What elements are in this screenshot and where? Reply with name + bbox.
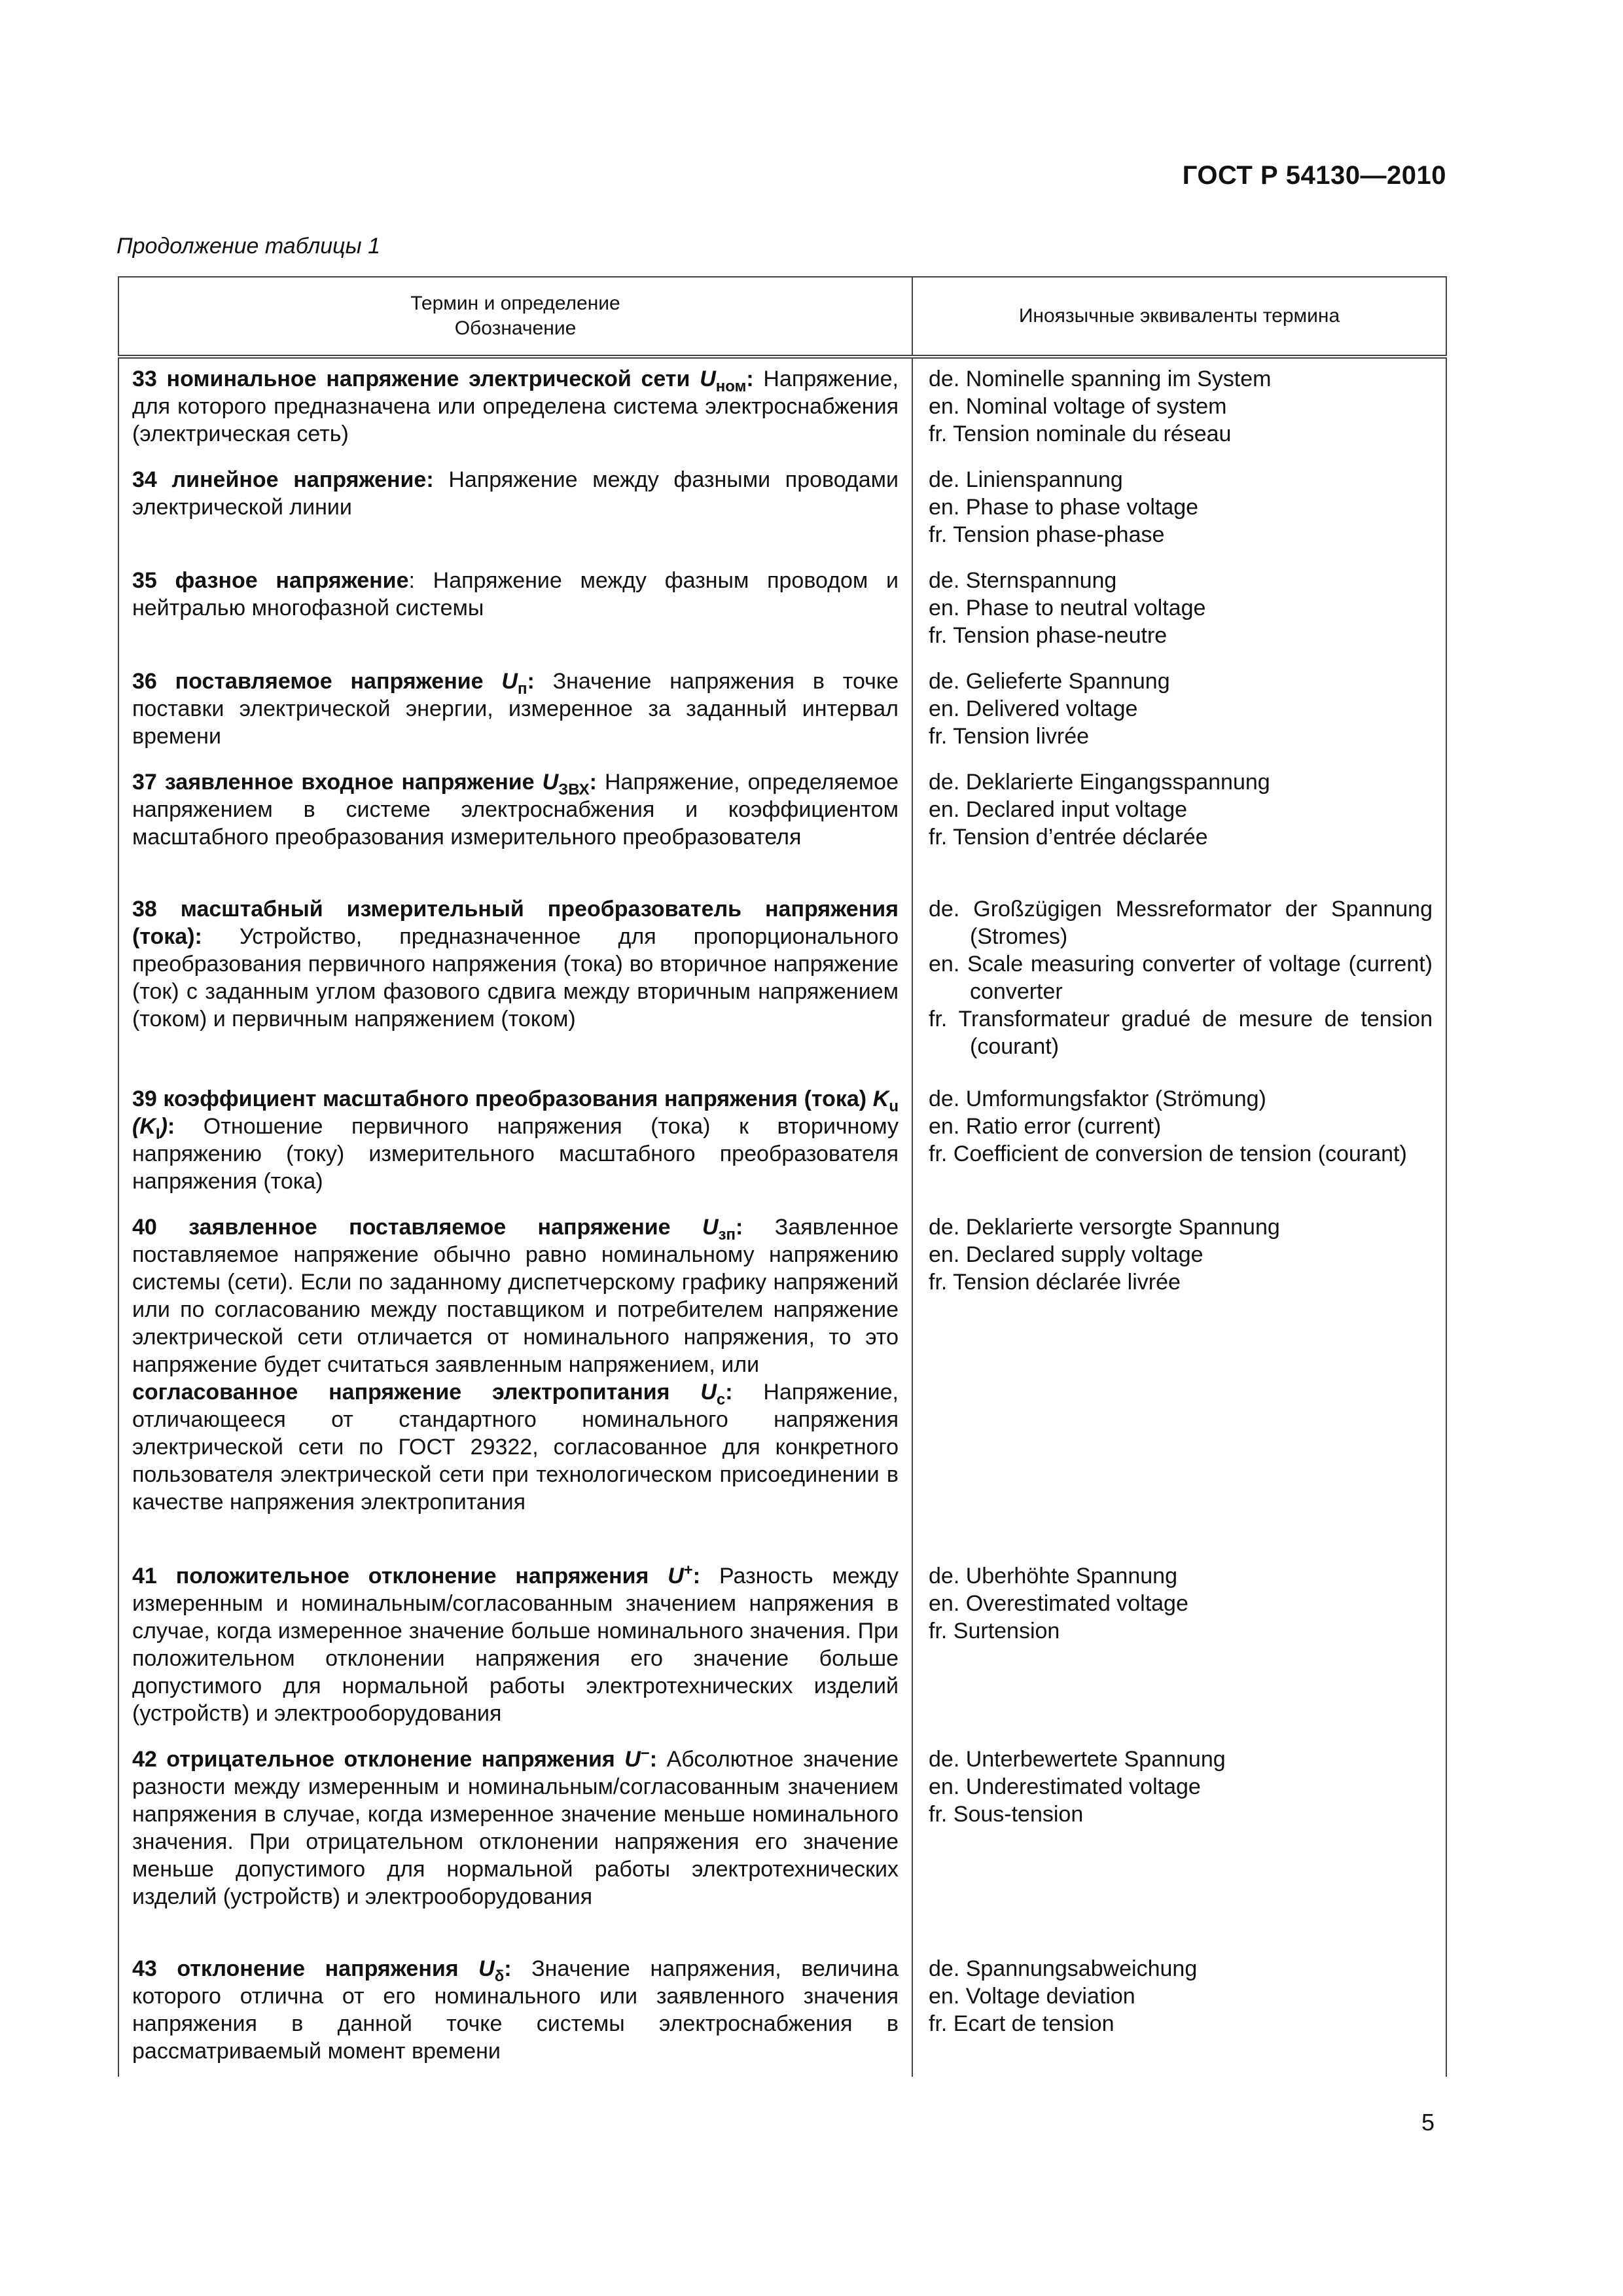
term-definition: Напряжение, определяемое напряжением в системе электроснабжения и коэффициентом масштабного преобразования измерительного преобразователя: [132, 770, 899, 850]
table-row: [118, 1948, 1446, 2077]
term-definition-cell: 43 отклонение напряжения $U_\delta$: Значение напряжения, величина которого отлична от его номинального или заявленного значения напряжения в данной точке системы электроснабжения в рассматриваемый момент времени: [118, 1948, 912, 2077]
term-definition: Напряжение между фазными проводами электрической линии: [132, 467, 899, 520]
term-symbol: $U_\delta$: [478, 1956, 505, 1985]
equivalent-en: en. Delivered voltage: [929, 696, 1138, 721]
term-symbol: $U_{зп}$: [702, 1215, 736, 1244]
equivalent-de: de. Umformungsfaktor (Strömung): [929, 1086, 1266, 1111]
equivalent-en: en. Underestimated voltage: [929, 1774, 1201, 1799]
equivalent-de: de. Spannungsabweichung: [929, 1956, 1198, 1981]
term-name: 39 коэффициент масштабного преобразования напряжения (тока): [132, 1086, 867, 1111]
term-definition: : Напряжение между фазным проводом и нейтралью многофазной системы: [132, 568, 899, 620]
equivalent-en: en. Overestimated voltage: [929, 1591, 1188, 1616]
term-symbol: U+: [668, 1561, 693, 1588]
equivalents-cell: [912, 762, 1446, 889]
equivalents-cell: [912, 1079, 1446, 1207]
table-row: [118, 889, 1446, 1079]
equivalent-de: de. Sternspannung: [929, 568, 1117, 593]
equivalent-fr: fr. Tension livrée: [929, 724, 1090, 749]
term-definition-alternative: Напряжение, отличающееся от стандартного номинального напряжения электрической сети по ГОСТ 29322, согласованное для конкретного пользователя электрической сети при технологическом присоединении в качестве напряжения электропитания: [132, 1380, 899, 1515]
term-symbol-alternative: $U_с$: [700, 1380, 726, 1408]
term-symbol: $U_п$: [501, 669, 527, 698]
table-row: [118, 1556, 1446, 1739]
term-name: 36 поставляемое напряжение: [132, 669, 484, 694]
equivalents-cell: [912, 661, 1446, 762]
equivalent-de: de. Deklarierte Eingangsspannung: [929, 770, 1270, 795]
equivalent-en: en. Ratio error (current): [929, 1114, 1162, 1139]
equivalent-fr: fr. Tension phase-phase: [929, 522, 1165, 547]
equivalent-fr: fr. Tension phase-neutre: [929, 623, 1168, 648]
term-definition: Разность между измеренным и номинальным/согласованным значением напряжения в случае, когда измеренное значение больше номинального значения. При положительном отклонении напряжения его значение больше допустимого для нормальной работы электротехнических изделий (устройств) и электрооборудования: [132, 1564, 899, 1726]
equivalent-en: en. Declared input voltage: [929, 797, 1188, 822]
header-term-label: Термин и определение: [410, 293, 620, 314]
equivalent-fr: fr. Coefficient de conversion de tension (courant): [929, 1141, 1407, 1166]
term-definition-cell: 36 поставляемое напряжение $U_п$: Значение напряжения в точке поставки электрической энергии, измеренное за заданный интервал времени: [118, 661, 912, 762]
equivalent-de: de. Uberhöhte Spannung: [929, 1564, 1177, 1588]
term-name: 37 заявленное входное напряжение: [132, 770, 535, 795]
equivalent-fr: fr. Ecart de tension: [929, 2011, 1115, 2036]
equivalent-de: de. Gelieferte Spannung: [929, 669, 1170, 694]
header-foreign-equivalents: Иноязычные эквиваленты термина: [912, 277, 1446, 357]
equivalent-fr: fr. Transformateur gradué de mesure de tension (courant): [929, 1007, 1433, 1059]
term-name: 43 отклонение напряжения: [132, 1956, 459, 1981]
equivalent-en: en. Scale measuring converter of voltage (current) converter: [929, 952, 1433, 1004]
table-row: [118, 357, 1446, 459]
equivalents-cell: [912, 1556, 1446, 1739]
term-definition-cell: 39 коэффициент масштабного преобразования напряжения (тока) $K_u$ $(K_I)$: Отношение первичного напряжения (тока) к вторичному напряжению (току) измерительного масштабного преобразователя напряжения (тока): [118, 1079, 912, 1207]
table-row: [118, 560, 1446, 661]
term-definition-cell: 37 заявленное входное напряжение $U_{ЗВХ}$: Напряжение, определяемое напряжением в системе электроснабжения и коэффициентом масштабного преобразования измерительного преобразователя: [118, 762, 912, 889]
equivalent-en: en. Nominal voltage of system: [929, 394, 1227, 419]
equivalents-cell: [912, 357, 1446, 459]
equivalent-de: de. Linienspannung: [929, 467, 1123, 492]
equivalents-cell: [912, 1207, 1446, 1556]
page-number: 5: [1421, 2109, 1435, 2136]
term-symbol: $U_{ном}$: [700, 367, 747, 395]
term-definition: Устройство, предназначенное для пропорционального преобразования первичного напряжения (тока) во вторичное напряжение (ток) с заданным углом фазового сдвига между вторичным напряжением (током) и первичным напряжением (током): [132, 924, 899, 1031]
equivalent-fr: fr. Sous-tension: [929, 1802, 1084, 1827]
term-definition: Отношение первичного напряжения (тока) к вторичному напряжению (току) измерительного масштабного преобразователя напряжения (тока): [132, 1114, 899, 1194]
equivalent-fr: fr. Tension d’entrée déclarée: [929, 825, 1208, 850]
term-definition: Абсолютное значение разности между измеренным и номинальным/согласованным значением напряжения в случае, когда измеренное значение меньше номинального значения. При отрицательном отклонении напряжения его значение меньше допустимого для нормальной работы электротехнических изделий (устройств) и электрооборудования: [132, 1747, 899, 1909]
terms-table: [118, 276, 1447, 2077]
table-row: [118, 1207, 1446, 1556]
equivalents-cell: [912, 889, 1446, 1079]
term-definition-cell: [118, 459, 912, 560]
equivalents-cell: [912, 1739, 1446, 1948]
term-symbol: U−: [624, 1744, 650, 1772]
term-name: 34 линейное напряжение:: [132, 467, 434, 492]
term-definition-cell: 41 положительное отклонение напряжения U+: Разность между измеренным и номинальным/согласованным значением напряжения в случае, когда измеренное значение больше номинального значения. При положительном отклонении напряжения его значение больше допустимого для нормальной работы электротехнических изделий (устройств) и электрооборудования: [118, 1556, 912, 1739]
table-caption: Продолжение таблицы 1: [116, 234, 380, 259]
term-name: 41 положительное отклонение напряжения: [132, 1564, 649, 1588]
table-row: [118, 459, 1446, 560]
document-code: ГОСТ Р 54130—2010: [1182, 161, 1446, 190]
term-definition-cell: 42 отрицательное отклонение напряжения U−: Абсолютное значение разности между измеренным и номинальным/согласованным значением напряжения в случае, когда измеренное значение меньше номинального значения. При отрицательном отклонении напряжения его значение меньше допустимого для нормальной работы электротехнических изделий (устройств) и электрооборудования: [118, 1739, 912, 1948]
term-definition: Значение напряжения, величина которого отлична от его номинального или заявленного значения напряжения в данной точке системы электроснабжения в рассматриваемый момент времени: [132, 1956, 899, 2064]
table-header-row: [118, 277, 1446, 357]
equivalent-fr: fr. Tension nominale du réseau: [929, 422, 1232, 446]
equivalent-en: en. Voltage deviation: [929, 1984, 1135, 2009]
term-definition: Напряжение, для которого предназначена или определена система электроснабжения (электрическая сеть): [132, 367, 899, 446]
header-term-definition: [118, 277, 912, 357]
header-symbol-label: Обозначение: [454, 317, 577, 339]
equivalent-de: de. Unterbewertete Spannung: [929, 1747, 1226, 1772]
table-row: [118, 661, 1446, 762]
term-definition: Значение напряжения в точке поставки электрической энергии, измеренное за заданный интервал времени: [132, 669, 899, 749]
equivalent-fr: fr. Surtension: [929, 1619, 1060, 1643]
term-definition-cell: [118, 560, 912, 661]
term-symbol: $U_{ЗВХ}$: [542, 770, 590, 798]
equivalent-de: de. Deklarierte versorgte Spannung: [929, 1215, 1280, 1240]
term-definition: Заявленное поставляемое напряжение обычно равно номинальному напряжению системы (сети). Если по заданному диспетчерскому графику напряжений или по согласованию между поставщиком и потребителем напряжение электрической сети отличается от номинального напряжения, то это напряжение будет считаться заявленным напряжением, или: [132, 1215, 899, 1377]
equivalent-en: en. Phase to neutral voltage: [929, 596, 1206, 620]
equivalents-cell: [912, 560, 1446, 661]
equivalent-en: en. Declared supply voltage: [929, 1242, 1204, 1267]
equivalent-de: de. Großzügigen Messreformator der Spannung (Stromes): [929, 897, 1433, 949]
term-name: 42 отрицательное отклонение напряжения: [132, 1747, 615, 1772]
equivalent-en: en. Phase to phase voltage: [929, 495, 1199, 520]
term-definition-cell: [118, 889, 912, 1079]
table-row: [118, 1079, 1446, 1207]
equivalents-cell: [912, 459, 1446, 560]
table-row: [118, 762, 1446, 889]
term-definition-cell: 33 номинальное напряжение электрической сети $U_{ном}$: Напряжение, для которого предназначена или определена система электроснабжения (электрическая сеть): [118, 357, 912, 459]
term-symbol: $K_u$ $(K_I)$: [132, 1086, 899, 1143]
term-name: 38 масштабный измерительный преобразователь напряжения (тока):: [132, 897, 899, 949]
term-name: 40 заявленное поставляемое напряжение: [132, 1215, 671, 1240]
equivalent-de: de. Nominelle spanning im System: [929, 367, 1272, 391]
table-row: [118, 1739, 1446, 1948]
equivalent-fr: fr. Tension déclarée livrée: [929, 1270, 1181, 1295]
term-definition-cell: 40 заявленное поставляемое напряжение $U_{зп}$: Заявленное поставляемое напряжение обычно равно номинальному напряжению системы (сети). Если по заданному диспетчерскому графику напряжений или по согласованию между поставщиком и потребителем напряжение электрической сети отличается от номинального напряжения, то это напряжение будет считаться заявленным напряжением, или согласованное напряжение электропитания $U_с$: Напряжение, отличающееся от стандартного номинального напряжения электрической сети по ГОСТ 29322, согласованное для конкретного пользователя электрической сети при технологическом присоединении в качестве напряжения электропитания: [118, 1207, 912, 1556]
term-name: 35 фазное напряжение: [132, 568, 409, 593]
term-name: 33 номинальное напряжение электрической сети: [132, 367, 690, 391]
equivalents-cell: [912, 1948, 1446, 2077]
term-name-alternative: согласованное напряжение электропитания: [132, 1380, 670, 1405]
